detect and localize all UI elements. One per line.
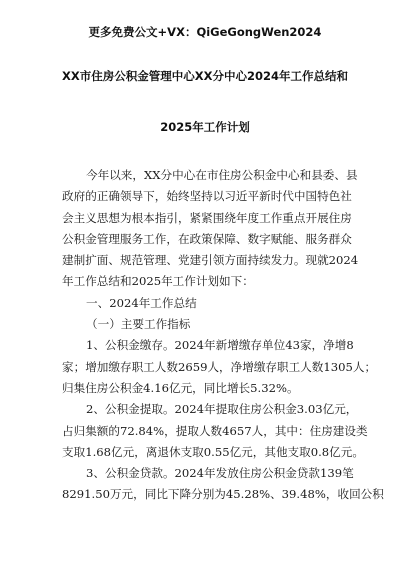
paragraph-line: 1、公积金缴存。2024年新增缴存单位43家，净增8 [86, 338, 354, 353]
paragraph-line: 今年以来，XX分中心在市住房公积金中心和县委、县 [86, 168, 358, 182]
paragraph-line: 3、公积金贷款。2024年发放住房公积金贷款139笔 [86, 466, 354, 481]
paragraph-line: 占归集额的72.84%，提取人数4657人，其中：住房建设类 [62, 423, 368, 438]
paragraph-line: 建制扩面、规范管理、党建引领方面持续发力。现就2024 [62, 253, 359, 268]
paragraph-line: 公积金管理服务工作，在政策保障、数字赋能、服务群众 [62, 231, 352, 246]
document-title-line-2: 2025年工作计划 [160, 120, 250, 134]
paragraph-line: 年工作总结和2025年工作计划如下： [62, 274, 254, 289]
paragraph-line: 8291.50万元，同比下降分别为45.28%、39.48%，收回公积 [62, 487, 384, 502]
document-body [62, 165, 384, 506]
subsection-heading: （一）主要工作指标 [86, 317, 191, 332]
paragraph-line: 政府的正确领导下，始终坚持以习近平新时代中国特色社 [62, 189, 352, 204]
paragraph-line: 2、公积金提取。2024年提取住房公积金3.03亿元， [86, 402, 358, 417]
paragraph-line: 会主义思想为根本指引，紧紧围绕年度工作重点开展住房 [62, 210, 352, 225]
paragraph-line: 家；增加缴存职工人数2659人，净增缴存职工人数1305人； [62, 359, 377, 374]
document-title-line-1: XX市住房公积金管理中心XX分中心2024年工作总结和 [62, 69, 348, 83]
section-heading: 一、2024年工作总结 [86, 295, 197, 310]
paragraph-line: 归集住房公积金4.16亿元，同比增长5.32%。 [62, 380, 299, 395]
promo-banner: 更多免费公文+VX：QiGeGongWen2024 [88, 25, 322, 39]
paragraph-line: 支取1.68亿元，离退休支取0.55亿元，其他支取0.8亿元。 [62, 444, 364, 459]
